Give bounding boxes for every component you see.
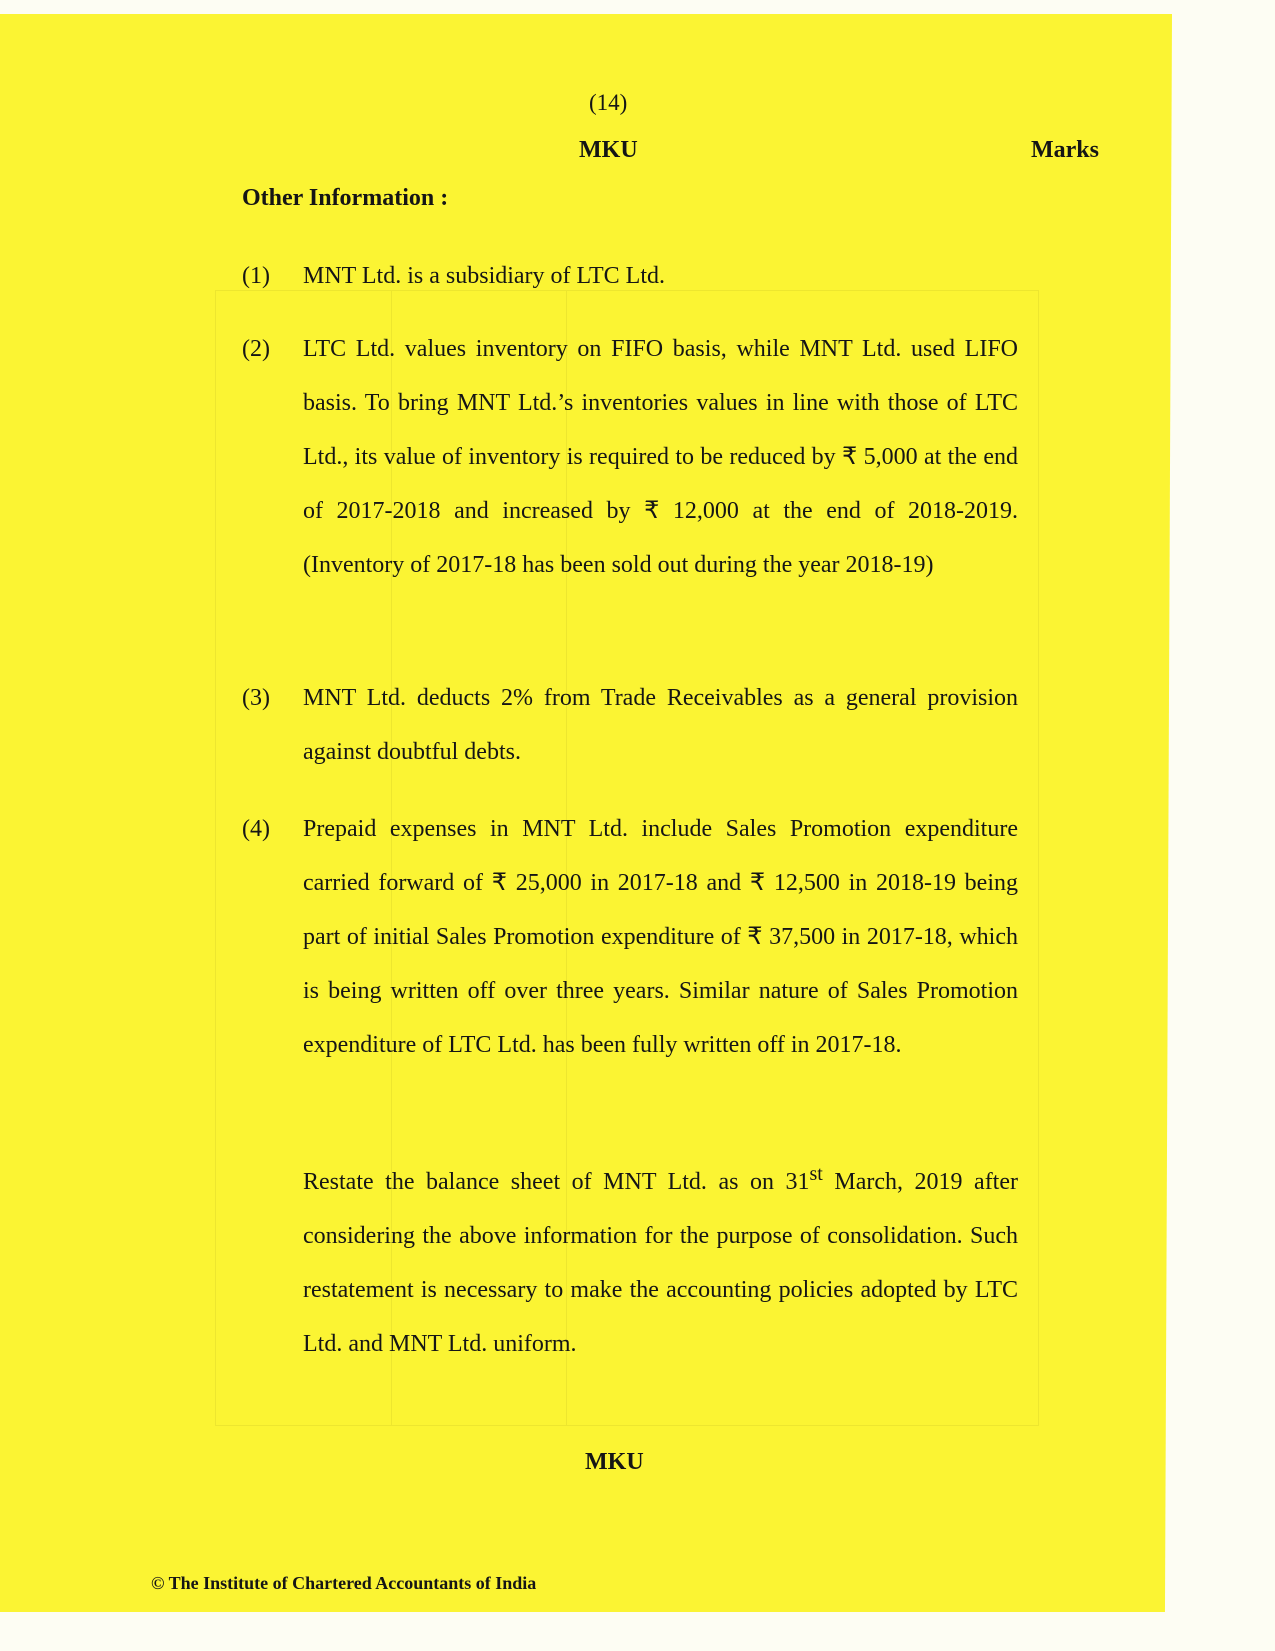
section-heading: Other Information : bbox=[242, 185, 449, 211]
item-text: MNT Ltd. is a subsidiary of LTC Ltd. bbox=[303, 263, 665, 289]
item-number: (1) bbox=[242, 263, 270, 289]
marks-label: Marks bbox=[1031, 137, 1099, 163]
list-item bbox=[242, 671, 1018, 779]
ordinal-suffix: st bbox=[809, 1163, 823, 1185]
item-number: (3) bbox=[242, 685, 270, 711]
footer-code: MKU bbox=[585, 1449, 644, 1475]
copyright-notice: © The Institute of Chartered Accountants of India bbox=[151, 1573, 537, 1593]
item-text: LTC Ltd. values inventory on FIFO basis, while MNT Ltd. used LIFO basis. To bring MNT Ltd.’s inventories values in line with those of LTC Ltd., its value of inventory is required to be reduced by ₹ 5,000 at the end of 2017-2018 and increased by ₹ 12,000 at the end of 2018-2019. (Inventory of 2017-18 has been sold out during the year 2018-19) bbox=[303, 336, 1018, 578]
item-text: MNT Ltd. deducts 2% from Trade Receivables as a general provision against doubtful debts. bbox=[303, 685, 1018, 765]
list-item bbox=[242, 322, 1018, 592]
instruction-text: March, 2019 after considering the above information for the purpose of consolidation. Such restatement is necessary to make the accounting policies adopted by LTC Ltd. and MNT Ltd. uniform. bbox=[303, 1169, 1018, 1357]
instruction-text: Restate the balance sheet of MNT Ltd. as on 31 bbox=[303, 1169, 810, 1195]
item-number: (2) bbox=[242, 336, 270, 362]
restatement-instruction bbox=[303, 1147, 1018, 1371]
item-number: (4) bbox=[242, 816, 270, 842]
list-item bbox=[242, 249, 1018, 303]
page-number: (14) bbox=[589, 90, 628, 115]
item-text: Prepaid expenses in MNT Ltd. include Sales Promotion expenditure carried forward of ₹ 25,000 in 2017-18 and ₹ 12,500 in 2018-19 being part of initial Sales Promotion expenditure of ₹ 37,500 in 2017-18, which is being written off over three years. Similar nature of Sales Promotion expenditure of LTC Ltd. has been fully written off in 2017-18. bbox=[303, 816, 1018, 1058]
header-code: MKU bbox=[579, 137, 638, 163]
list-item bbox=[242, 802, 1018, 1072]
